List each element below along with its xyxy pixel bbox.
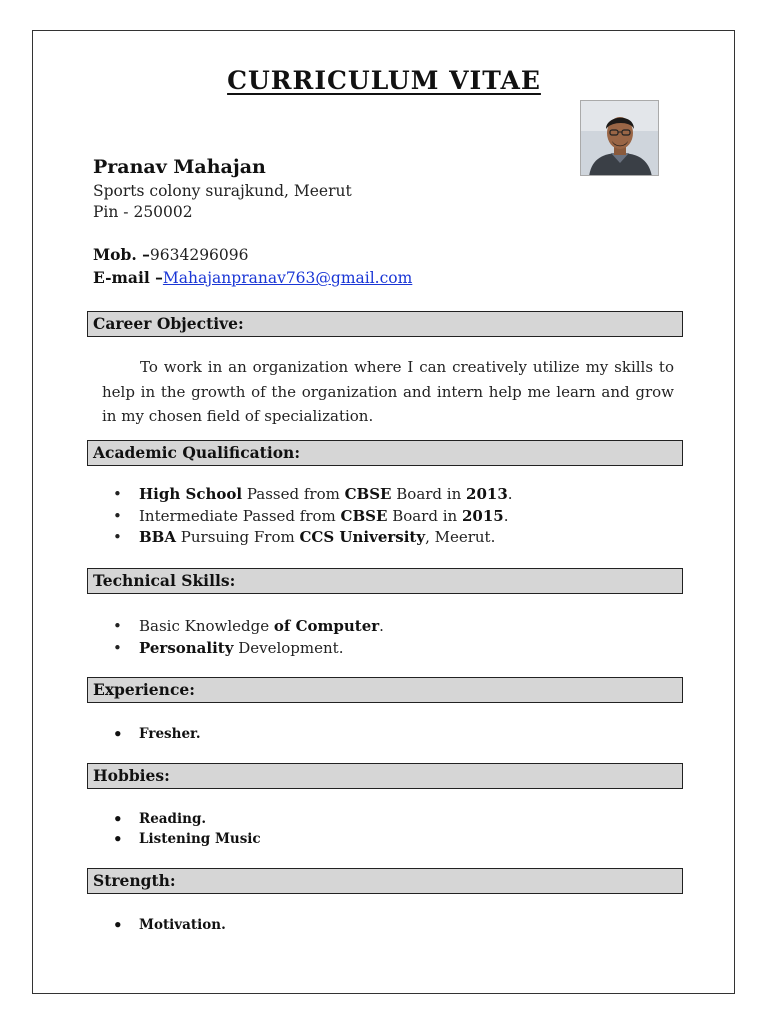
strength-list — [110, 915, 226, 935]
academic-item-text: 2013 — [466, 485, 508, 503]
academic-item-text: Pursuing From — [176, 528, 300, 546]
academic-item-text: CCS University — [299, 528, 426, 546]
hobbies-item-text: Reading. — [139, 811, 207, 827]
hobbies-item-text: Listening Music — [139, 831, 261, 847]
mobile-row — [93, 245, 249, 264]
academic-item-text: Intermediate Passed from — [139, 506, 341, 525]
hobbies-item — [110, 829, 261, 849]
academic-item-text: . — [507, 485, 513, 503]
hobbies-list — [110, 809, 261, 849]
email-row — [93, 268, 412, 287]
section-experience: Experience: — [87, 677, 683, 703]
academic-item-text: BBA — [139, 528, 176, 546]
section-strength: Strength: — [87, 868, 683, 894]
email-label: E-mail – — [93, 268, 163, 287]
academic-item — [110, 484, 513, 506]
academic-item-text: . — [503, 506, 509, 525]
academic-item-text: High School — [139, 485, 243, 503]
document-title — [0, 66, 768, 95]
section-technical-skills: Technical Skills: — [87, 568, 683, 594]
technical-item — [110, 616, 384, 638]
academic-item-text: Board in — [387, 506, 462, 525]
document-title-text: CURRICULUM VITAE — [227, 66, 541, 95]
academic-item — [110, 506, 513, 528]
mobile-number: 9634296096 — [149, 246, 249, 264]
academic-item-text: 2015 — [461, 506, 504, 525]
technical-item-text: of Computer — [273, 617, 380, 635]
technical-list — [110, 616, 384, 659]
pin-code: Pin - 250002 — [93, 203, 193, 221]
section-career-objective: Career Objective: — [87, 311, 683, 337]
academic-item-text: CBSE — [344, 485, 392, 503]
strength-item-text: Motivation. — [139, 917, 226, 933]
academic-list — [110, 484, 513, 549]
experience-item — [110, 724, 201, 744]
profile-photo — [580, 100, 659, 176]
technical-item — [110, 638, 384, 660]
mobile-label: Mob. – — [93, 245, 150, 264]
profile-photo-image — [581, 101, 659, 176]
strength-item — [110, 915, 226, 935]
experience-list — [110, 724, 201, 744]
section-hobbies: Hobbies: — [87, 763, 683, 789]
academic-item-text: CBSE — [340, 506, 388, 525]
candidate-name: Pranav Mahajan — [93, 156, 266, 178]
career-objective-text: To work in an organization where I can creatively utilize my skills to help in the growth of the organization and intern help me learn and grow in my chosen field of specialization. — [102, 358, 674, 425]
academic-item — [110, 527, 513, 549]
technical-item-text: . — [379, 617, 384, 635]
academic-item-text: Passed from — [242, 485, 345, 503]
experience-item-text: Fresher. — [139, 726, 201, 742]
technical-item-text: Personality — [139, 638, 234, 657]
technical-item-text: Basic Knowledge — [139, 617, 274, 635]
hobbies-item — [110, 809, 261, 829]
address-line: Sports colony surajkund, Meerut — [93, 182, 352, 200]
section-academic-qualification: Academic Qualification: — [87, 440, 683, 466]
email-link[interactable]: Mahajanpranav763@gmail.com — [162, 269, 413, 287]
academic-item-text: Board in — [391, 485, 467, 503]
academic-item-text: , Meerut. — [425, 528, 496, 546]
technical-item-text: Development. — [233, 638, 344, 657]
